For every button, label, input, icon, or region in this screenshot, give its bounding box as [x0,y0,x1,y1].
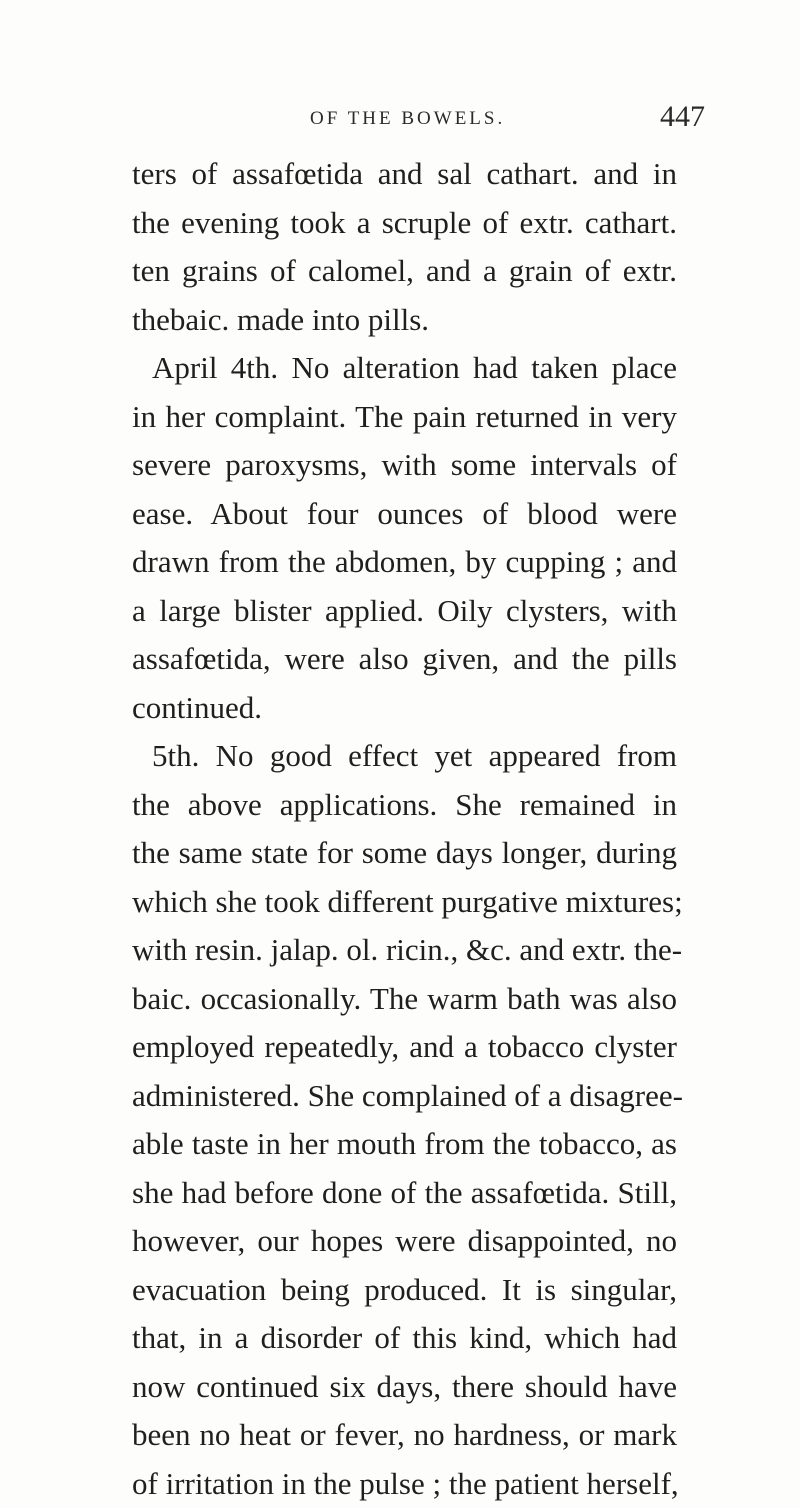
text-line: been no heat or fever, no hardness, or mark [132,1411,677,1460]
text-line: the above applications. She remained in [132,781,677,830]
text-line: however, our hopes were disappointed, no [132,1217,677,1266]
text-line: of irritation in the pulse ; the patient herself, [132,1460,677,1508]
text-line: in her complaint. The pain returned in very [132,393,677,442]
text-line: employed repeatedly, and a tobacco clyster [132,1023,677,1072]
body-text [132,150,677,1508]
text-line: 5th. No good effect yet appeared from [132,732,677,781]
text-line: ters of assafœtida and sal cathart. and in [132,150,677,199]
text-line: the evening took a scruple of extr. cathart. [132,199,677,248]
text-line: she had before done of the assafœtida. Still, [132,1169,677,1218]
text-line: thebaic. made into pills. [132,296,677,345]
running-head [0,82,800,132]
text-line: baic. occasionally. The warm bath was also [132,975,677,1024]
text-line: assafœtida, were also given, and the pills [132,635,677,684]
text-line: ease. About four ounces of blood were [132,490,677,539]
running-title: OF THE BOWELS. [310,108,505,130]
page-number: 447 [660,100,705,134]
text-line: with resin. jalap. ol. ricin., &c. and extr. the- [132,926,677,975]
text-line: the same state for some days longer, during [132,829,677,878]
text-line: that, in a disorder of this kind, which had [132,1314,677,1363]
text-line: administered. She complained of a disagree- [132,1072,677,1121]
text-line: drawn from the abdomen, by cupping ; and [132,538,677,587]
text-line: now continued six days, there should have [132,1363,677,1412]
text-line: which she took different purgative mixtures; [132,878,677,927]
text-line: a large blister applied. Oily clysters, with [132,587,677,636]
text-line: April 4th. No alteration had taken place [132,344,677,393]
text-line: able taste in her mouth from the tobacco, as [132,1120,677,1169]
text-line: evacuation being produced. It is singular, [132,1266,677,1315]
text-line: ten grains of calomel, and a grain of extr. [132,247,677,296]
text-line: continued. [132,684,677,733]
text-line: severe paroxysms, with some intervals of [132,441,677,490]
